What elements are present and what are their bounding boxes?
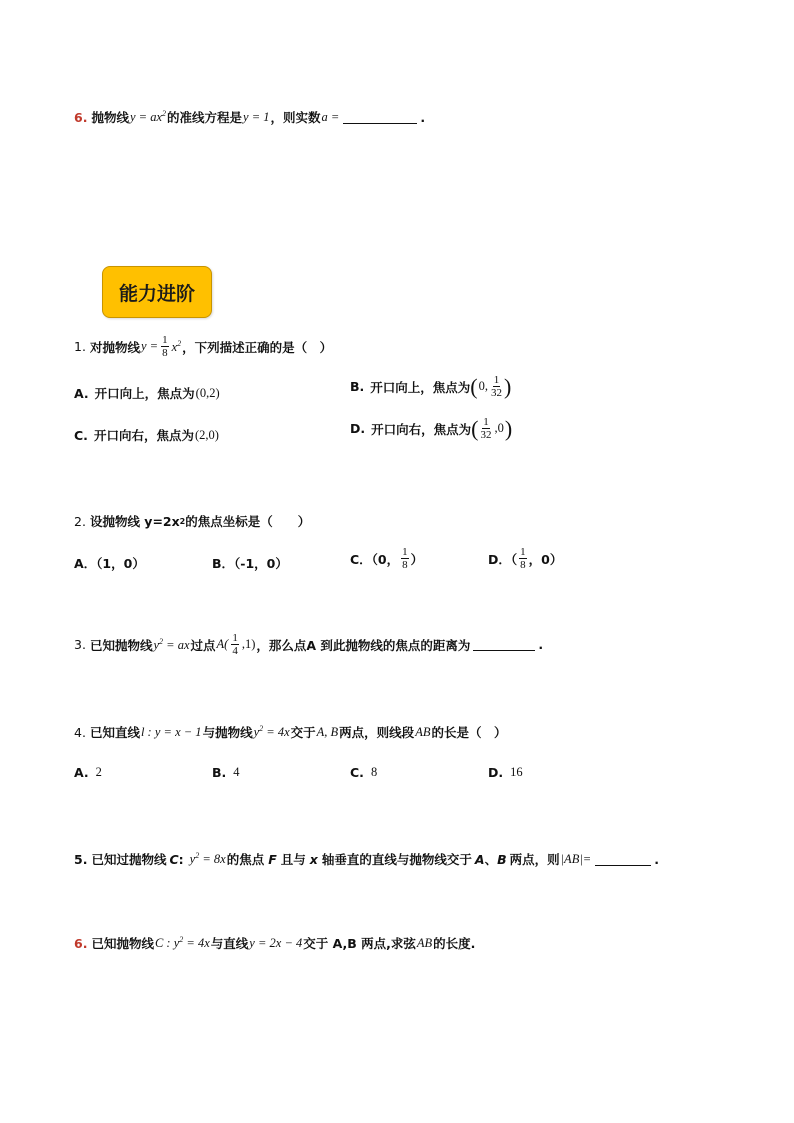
question-number: 4. (74, 724, 86, 740)
question-text: 已知抛物线 (89, 637, 153, 653)
math-expression: y = 1 (243, 109, 270, 124)
q4-option-a[interactable]: A. 2 (74, 765, 102, 780)
math-expression: AB (416, 935, 433, 950)
fraction: $\frac{1}{32}$ (480, 416, 492, 441)
question-text: 的焦点坐标是（ ） (185, 514, 311, 529)
fraction: $\frac{1}{32}$ (491, 374, 502, 399)
question-4 (74, 723, 506, 741)
math-expression: AB (415, 724, 431, 739)
math-expression: a = (321, 109, 340, 124)
math-expression: l : y = x − 1 (140, 724, 202, 739)
question-6-bottom (74, 934, 475, 952)
math-expression: $y^2$ = ax (153, 636, 190, 652)
question-text: 已知直线 (89, 725, 140, 740)
question-text: 交于 A,B 两点,求弦 (303, 936, 416, 951)
question-3: 3. 已知抛物线 $y^2$ = ax 过点 A( $\frac{1}{4}$ ,1) ，那么点A 到此抛物线的焦点的距离为 . (74, 632, 544, 657)
q4-option-b[interactable]: B. 4 (212, 765, 240, 780)
q1-option-d[interactable]: D. 开口向右，焦点为 ( $\frac{1}{32}$ ,0 ) (350, 415, 513, 441)
question-text: 已知过抛物线 (91, 852, 167, 867)
question-1 (74, 334, 332, 359)
math-expression: $y^2 = 8x$ (189, 851, 226, 866)
question-number: 6. (74, 935, 88, 951)
question-text: ，则实数 (270, 110, 321, 125)
question-text: 且与 (280, 852, 306, 867)
q1-option-a[interactable]: A. 开口向上，焦点为 (0,2) (74, 385, 220, 401)
section-title: 能力进阶 (118, 282, 195, 305)
question-text: 抛物线 (91, 110, 129, 125)
q2-option-b[interactable]: B．（-1，0） (212, 556, 288, 571)
question-text: 已知抛物线 (91, 936, 154, 951)
question-text: 两点，则线段 (339, 725, 415, 740)
q1-option-b[interactable]: B. 开口向上，焦点为 ( 0, $\frac{1}{32}$ ) (350, 373, 512, 399)
fraction: $\frac{1}{8}$ (402, 546, 408, 571)
question-number: 3. (74, 637, 86, 652)
question-text: 与抛物线 (202, 725, 253, 740)
question-text: ，下列描述正确的是（ ） (182, 339, 333, 355)
math-expression: y = 2x − 4 (249, 935, 303, 950)
fraction: $\frac{1}{4}$ (232, 632, 238, 657)
question-number: 1. (74, 339, 86, 354)
question-number: 6. (74, 109, 88, 125)
math-expression: $y^2 = 4x$ (253, 724, 290, 739)
math-expression: $y = ax^2$ (129, 109, 166, 124)
question-text: 的长是（ ） (431, 725, 507, 740)
q2-option-d[interactable]: D．（ $\frac{1}{8}$ ，0） (488, 546, 563, 571)
q1-option-c[interactable]: C. 开口向右，焦点为 (2,0) (74, 427, 219, 443)
math-expression: A( (216, 637, 229, 651)
question-2: 2. 设抛物线 y=2x 2 的焦点坐标是（ ） (74, 513, 311, 529)
question-5: 5. 已知过抛物线 C : $y^2 = 8x$ 的焦点 F 且与 x 轴垂直的直线与抛物线交于 A 、 B 两点，则 |AB|= . (74, 851, 659, 867)
question-text: 的长度. (433, 936, 476, 951)
fraction: $\frac{1}{8}$ (162, 334, 168, 359)
question-text: 两点，则 (509, 852, 560, 867)
math-expression: |AB|= (560, 851, 592, 866)
question-text: 与直线 (210, 936, 249, 951)
answer-blank[interactable] (343, 111, 417, 124)
q2-option-c[interactable]: C．（0， $\frac{1}{8}$ ） (350, 546, 424, 571)
answer-blank[interactable] (473, 638, 535, 651)
question-text: 过点 (190, 637, 216, 653)
question-text: 对抛物线 (89, 339, 140, 355)
math-expression: y = (140, 339, 159, 353)
question-text: 设抛物线 y=2x (89, 514, 180, 529)
q4-option-d[interactable]: D. 16 (488, 765, 523, 780)
math-expression: C : $y^2 = 4x$ (154, 935, 210, 950)
math-expression: $x^2$ (171, 338, 182, 354)
q2-option-a[interactable]: A．（1，0） (74, 556, 145, 571)
question-6-top: 6. 抛物线 $y = ax^2$ 的准线方程是 y = 1 ，则实数 a = . (74, 109, 426, 125)
question-text: ，那么点A 到此抛物线的焦点的距离为 (256, 637, 471, 653)
question-text: 轴垂直的直线与抛物线交于 (321, 852, 472, 867)
math-expression: A, B (316, 724, 339, 739)
q4-option-c[interactable]: C. 8 (350, 765, 378, 780)
question-number: 5. (74, 851, 88, 867)
question-text: 的焦点 (226, 852, 265, 867)
question-number: 2. (74, 513, 86, 529)
question-text: 的准线方程是 (167, 110, 243, 125)
question-text: 交于 (290, 725, 316, 740)
section-badge (102, 266, 212, 318)
fraction: $\frac{1}{8}$ (520, 546, 526, 571)
answer-blank[interactable] (595, 853, 651, 866)
